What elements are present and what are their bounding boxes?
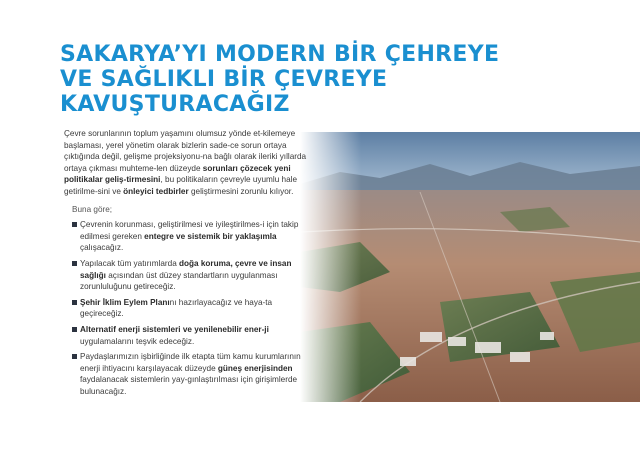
commitment-list	[64, 219, 316, 397]
intro-text-1: Çevre sorunlarının toplum yaşamını olumsuz yönde et-kilemeye başlaması, yerel yönetim olarak bizlerin sade-ce sorun ortaya çıktığında değil, gelişme projeksiyonu-na bağlı olarak ileriki yıllarda ortaya çıkması muhteme-len düzeyde	[64, 129, 307, 173]
square-bullet-icon	[72, 300, 77, 305]
list-item	[64, 324, 316, 347]
item-text: Yapılacak tüm yatırımlarda	[80, 258, 180, 268]
list-item	[64, 219, 316, 254]
intro-bold-1: sorunları çözecek yeni politikalar geliş-tirmesini	[64, 163, 291, 185]
item-bold: güneş enerjisinden	[217, 363, 293, 373]
body-text	[64, 128, 316, 401]
item-text: uygulamalarını teşvik edeceğiz.	[80, 336, 195, 346]
aerial-city-photo	[300, 132, 640, 402]
intro-text-2: , bu politikaların çevreyle uyumlu hale getirilme-sini ve	[64, 175, 297, 196]
list-item	[64, 351, 316, 397]
intro-paragraph	[64, 128, 316, 198]
square-bullet-icon	[72, 327, 77, 332]
item-text: nı hazırlayacağız ve haya-ta geçireceğiz.	[80, 297, 273, 319]
square-bullet-icon	[72, 222, 77, 227]
item-text: açısından üst düzey standartların uygulanması zorunluluğunu getireceğiz.	[80, 270, 278, 292]
item-text: faydalanacak sistemlerin yay-gınlaştırılması için girişimlerde bulunacağız.	[80, 375, 298, 396]
item-text: çalışacağız.	[80, 243, 124, 253]
lead-text: Buna göre;	[72, 204, 113, 214]
list-item	[64, 258, 316, 293]
item-text: Çevrenin korunması, geliştirilmesi ve iyileştirilmes-i için takip edilmesi gereken	[80, 220, 299, 241]
item-text: Paydaşlarımızın işbirliğinde ilk etapta tüm kamu kurumlarının enerji ihtiyacını karşılayacak düzeyde	[80, 352, 301, 373]
page-headline	[60, 42, 580, 117]
item-bold: doğa koruma, çevre ve insan sağlığı	[80, 258, 292, 280]
item-bold: Şehir İklim Eylem Planı	[80, 297, 170, 307]
square-bullet-icon	[72, 261, 77, 266]
intro-bold-2: önleyici tedbirler	[123, 186, 189, 196]
square-bullet-icon	[72, 354, 77, 359]
headline-line-2: VE SAĞLIKLI BİR ÇEVREYE	[60, 67, 388, 92]
aerial-city-illustration	[300, 132, 640, 402]
item-bold: entegre ve sistemik bir yaklaşımla	[144, 231, 277, 241]
headline-line-3: KAVUŞTURACAĞIZ	[60, 92, 290, 117]
list-item	[64, 297, 316, 320]
intro-text-3: geliştirmesini zorunlu kılıyor.	[188, 186, 294, 196]
item-bold: Alternatif enerji sistemleri ve yenilenebilir ener-ji	[80, 324, 269, 334]
headline-line-1: SAKARYA’YI MODERN BİR ÇEHREYE	[60, 42, 500, 67]
